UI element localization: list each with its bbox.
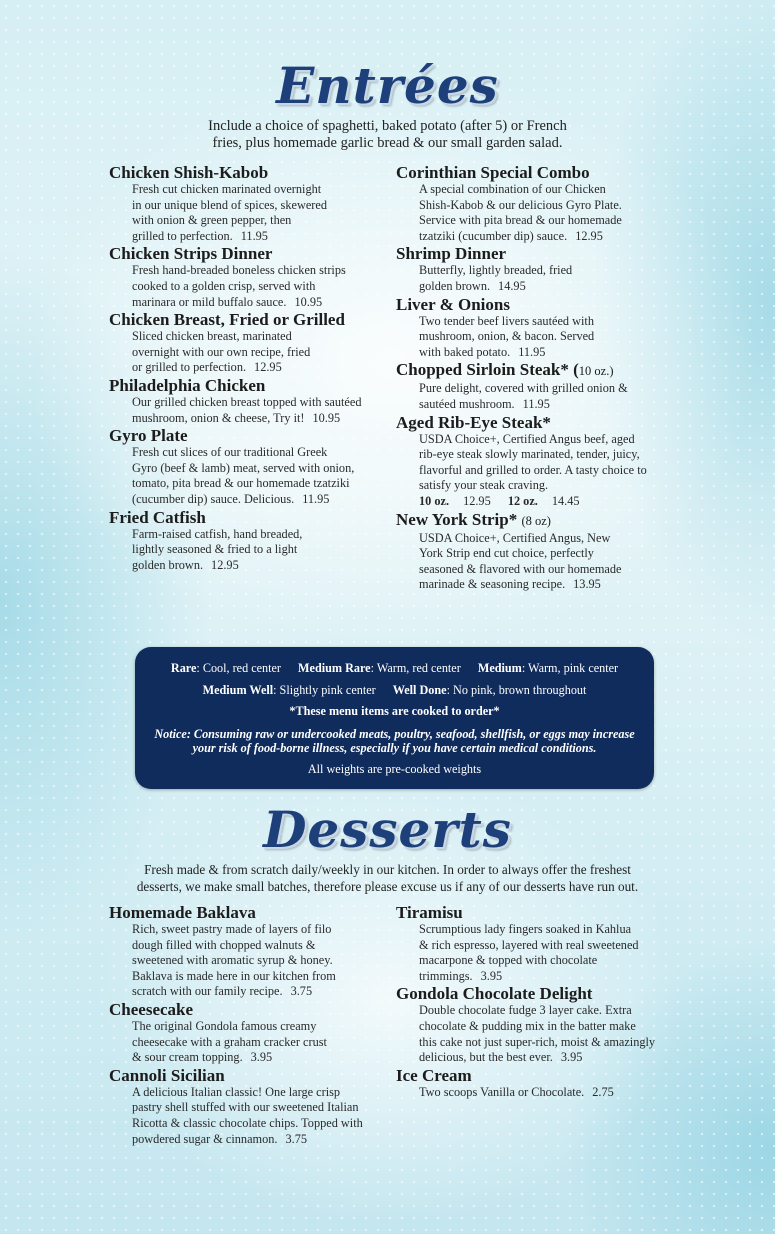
menu-item <box>109 310 394 376</box>
item-name: New York Strip* (8 oz) <box>396 509 551 529</box>
item-size: (8 oz) <box>521 513 551 528</box>
item-price: 12.95 <box>254 360 282 375</box>
item-price: 11.95 <box>518 344 546 359</box>
menu-item <box>396 984 686 1065</box>
desserts-title: Desserts <box>263 800 512 859</box>
item-price: 10.95 <box>294 294 323 309</box>
item-name: Chicken Shish-Kabob <box>109 163 269 182</box>
item-name: Chicken Breast, Fried or Grilled <box>109 310 345 330</box>
item-name: Gondola Chocolate Delight <box>396 984 593 1004</box>
item-description: Our grilled chicken breast topped with sautéed mushroom, onion & cheese, Try it! 10.95 <box>132 394 362 425</box>
item-price: 12.95 <box>575 228 603 243</box>
menu-item <box>109 903 394 1000</box>
doneness-line: Medium Well: Slightly pink center Well Done: No pink, brown throughout <box>202 682 587 697</box>
item-price: 12.95 <box>211 557 239 572</box>
item-name: Shrimp Dinner <box>396 244 507 264</box>
item-name: Aged Rib-Eye Steak* <box>396 412 551 432</box>
desserts-intro-line: Fresh made & from scratch daily/weekly in our kitchen. In order to always offer the freshest <box>144 862 631 877</box>
item-price: 11.95 <box>240 228 268 243</box>
menu-item <box>109 508 394 574</box>
item-description: Farm-raised catfish, hand breaded, lightly seasoned & fried to a light golden brown. 12.95 <box>132 526 303 572</box>
doneness-line: Rare: Cool, red center Medium Rare: Warm, red center Medium: Warm, pink center <box>170 661 619 675</box>
item-name: Tiramisu <box>396 903 463 922</box>
desserts-left-column <box>109 903 394 1147</box>
menu-item <box>109 1000 394 1066</box>
item-price: 12.95 <box>463 493 491 508</box>
item-name: Chicken Strips Dinner <box>109 244 273 264</box>
item-price: 3.75 <box>285 1131 308 1146</box>
entrees-intro <box>0 118 775 152</box>
item-price: 14.95 <box>498 278 526 293</box>
menu-item <box>396 295 686 361</box>
item-description: Butterfly, lightly breaded, fried golden brown. 14.95 <box>419 263 573 293</box>
cooked-to-order-note: *These menu items are cooked to order* <box>289 704 500 718</box>
item-name: Liver & Onions <box>396 294 510 314</box>
desserts-intro-line: desserts, we make small batches, therefore please excuse us if any of our desserts have run out. <box>136 879 639 894</box>
entrees-title: Entrées <box>276 56 499 115</box>
item-description: A delicious Italian classic! One large crisp pastry shell stuffed with our sweetened Italian Ricotta & classic chocolate chips. Topped with powdered sugar & cinnamon. 3.75 <box>132 1084 363 1146</box>
item-description: Fresh cut slices of our traditional Greek Gyro (beef & lamb) meat, served with onion, tomato, pita bread & our homemade tzatziki (cucumber dip) sauce. Delicious. 11.95 <box>132 445 355 506</box>
menu-item <box>396 413 686 510</box>
item-price: 13.95 <box>573 577 601 592</box>
item-description: A special combination of our Chicken Shish-Kabob & our delicious Gyro Plate. Service with pita bread & our homemade tzatziki (cucumber dip) sauce. 12.95 <box>419 182 622 243</box>
size-label: 10 oz. <box>419 493 450 508</box>
item-description: Fresh hand-breaded boneless chicken strips cooked to a golden crisp, served with marinara or mild buffalo sauce. 10.95 <box>132 263 346 309</box>
item-price: 3.95 <box>560 1050 583 1065</box>
item-name: Chopped Sirloin Steak* (10 oz.) <box>396 360 614 380</box>
item-description: Rich, sweet pastry made of layers of filo dough filled with chopped walnuts & sweetened with aromatic syrup & honey. Baklava is made here in our kitchen from scratch with our family recipe. 3.75 <box>132 922 336 999</box>
item-price: 14.45 <box>551 493 580 508</box>
item-name: Corinthian Special Combo <box>396 163 590 182</box>
item-description: USDA Choice+, Certified Angus, New York Strip end cut choice, perfectly seasoned & flavored with our homemade marinade & seasoning recipe. 13.95 <box>419 530 622 592</box>
item-name: Cannoli Sicilian <box>109 1065 225 1085</box>
item-price: 11.95 <box>522 396 550 411</box>
menu-item <box>396 903 686 984</box>
menu-item <box>396 163 686 244</box>
item-name: Ice Cream <box>396 1065 472 1085</box>
menu-item <box>396 244 686 294</box>
menu-item <box>109 426 394 507</box>
weights-note: All weights are pre-cooked weights <box>307 761 482 776</box>
item-description: The original Gondola famous creamy cheesecake with a graham cracker crust & sour cream topping. 3.95 <box>132 1018 327 1065</box>
item-description: Double chocolate fudge 3 layer cake. Extra chocolate & pudding mix in the batter make this cake not just super-rich, moist & amazingly delicious, but the best ever. 3.95 <box>419 1003 656 1065</box>
menu-item <box>396 510 686 593</box>
menu-item <box>109 163 394 244</box>
menu-item <box>396 360 686 412</box>
menu-item <box>396 1066 686 1101</box>
entrees-intro-line: Include a choice of spaghetti, baked potato (after 5) or French <box>208 118 567 134</box>
item-price: 2.75 <box>592 1084 614 1099</box>
item-size: 10 oz.) <box>578 364 614 379</box>
item-description: Two scoops Vanilla or Chocolate. 2.75 <box>419 1084 614 1099</box>
item-name: Philadelphia Chicken <box>109 375 266 395</box>
entrees-intro-line: fries, plus homemade garlic bread & our small garden salad. <box>212 135 563 151</box>
doneness-info-box <box>135 647 654 789</box>
size-label: 12 oz. <box>507 493 538 508</box>
menu-item <box>109 376 394 426</box>
item-price: 10.95 <box>312 410 341 425</box>
item-name: Fried Catfish <box>109 507 206 527</box>
item-description: Scrumptious lady fingers soaked in Kahlua & rich espresso, layered with real sweetened macarpone & topped with chocolate trimmings. 3.95 <box>419 922 639 983</box>
menu-item <box>109 244 394 310</box>
desserts-right-column <box>396 903 686 1100</box>
item-description: Sliced chicken breast, marinated overnight with our own recipe, fried or grilled to perfection. 12.95 <box>132 329 311 375</box>
item-price: 3.75 <box>290 984 313 999</box>
item-name: Cheesecake <box>109 999 194 1019</box>
item-name: Gyro Plate <box>109 426 188 446</box>
food-safety-notice: Notice: Consuming raw or undercooked meats, poultry, seafood, shellfish, or eggs may increase your risk of food-borne illness, especially if you have certain medical conditions. <box>154 726 635 755</box>
item-price: 11.95 <box>302 491 330 506</box>
item-description: Fresh cut chicken marinated overnight in our unique blend of spices, skewered with onion & green pepper, then grilled to perfection. 11.95 <box>132 182 327 243</box>
item-price: 3.95 <box>250 1050 273 1065</box>
desserts-intro <box>0 861 775 895</box>
item-description: USDA Choice+, Certified Angus beef, aged rib-eye steak slowly marinated, tender, juicy, flavorful and grilled to order. A tasty choice to satisfy your steak craving. 10 oz. 12.95 12 oz. 14.45 <box>419 431 647 508</box>
entrees-right-column <box>396 163 686 593</box>
item-price: 3.95 <box>480 968 503 983</box>
menu-item <box>109 1066 394 1147</box>
item-description: Pure delight, covered with grilled onion & sautéed mushroom. 11.95 <box>419 381 628 411</box>
item-name: Homemade Baklava <box>109 903 256 922</box>
entrees-left-column <box>109 163 394 573</box>
item-description: Two tender beef livers sautéed with mushroom, onion, & bacon. Served with baked potato. 11.95 <box>419 313 595 359</box>
